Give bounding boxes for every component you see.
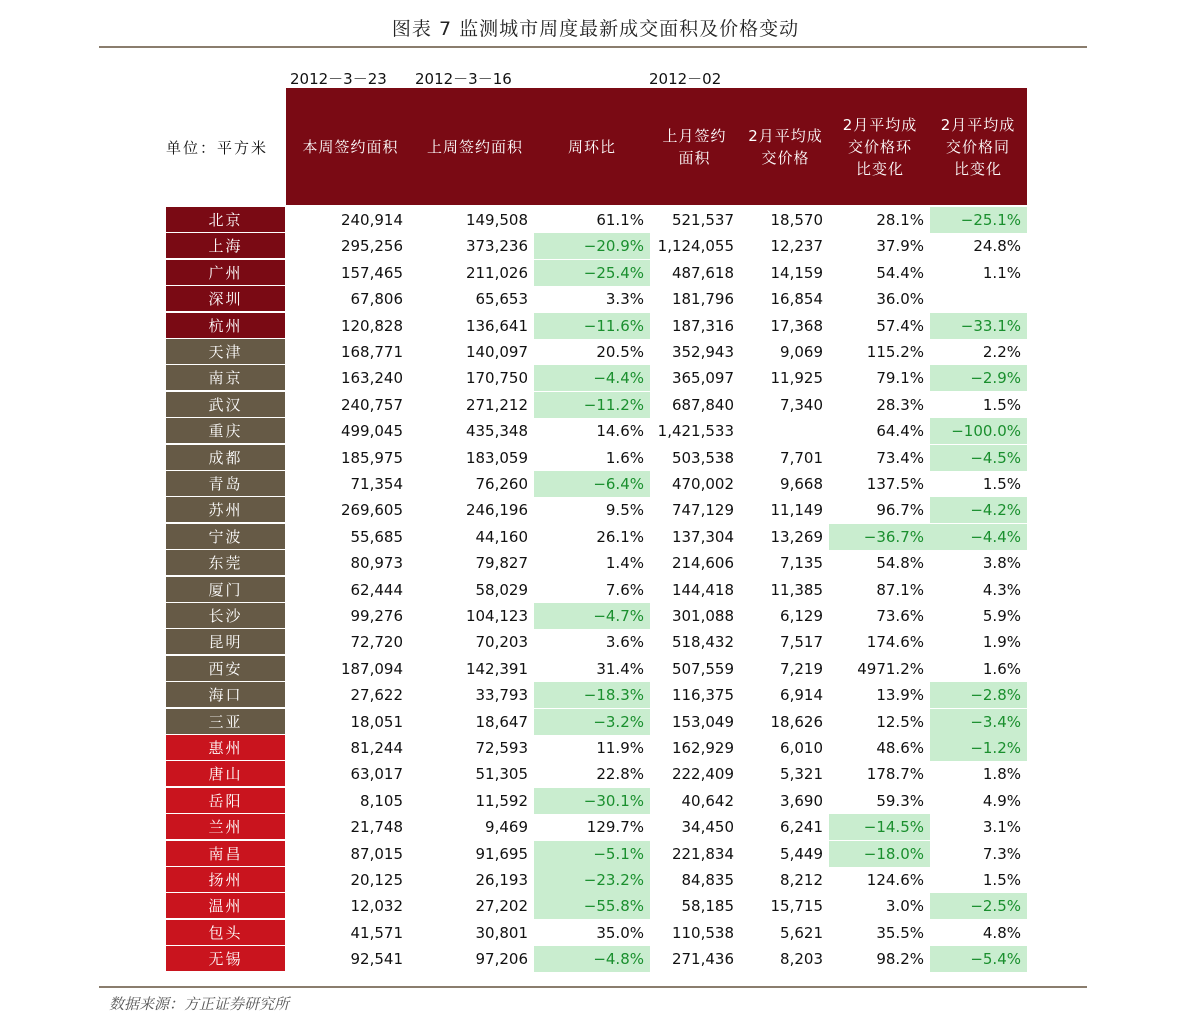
bottom-rule [99, 986, 1087, 988]
cell-this-week-area: 67,806 [350, 290, 403, 309]
cell-price-mom: −14.5% [829, 814, 930, 840]
cell-last-month-area: 487,618 [671, 263, 734, 282]
cell-avg-price: 6,010 [780, 739, 823, 757]
city-name: 成都 [166, 445, 285, 471]
cell-last-week-area: 183,059 [465, 448, 528, 467]
cell-last-week-area: 246,196 [465, 501, 528, 520]
cell-avg-price: 6,914 [780, 686, 823, 705]
cell-price-mom: 13.9% [876, 686, 924, 705]
cell-last-month-area: 271,436 [671, 950, 734, 969]
cell-price-mom: 54.8% [876, 554, 924, 573]
cell-price-mom: 37.9% [876, 237, 924, 256]
cell-avg-price: 9,668 [780, 475, 823, 493]
cell-avg-price [738, 418, 829, 444]
city-name: 西安 [166, 656, 285, 682]
city-name: 东莞 [166, 550, 285, 576]
cell-price-yoy: 4.8% [982, 923, 1021, 942]
cell-price-yoy: −2.8% [930, 682, 1027, 708]
cell-avg-price: 7,219 [780, 659, 823, 678]
cell-last-week-area: 97,206 [475, 950, 528, 969]
table-header [286, 88, 1027, 205]
cell-price-yoy: 24.8% [973, 237, 1021, 256]
cell-last-month-area: 518,432 [671, 633, 734, 652]
cell-week-change: −6.4% [534, 471, 650, 497]
cell-price-yoy: 3.8% [982, 554, 1021, 573]
cell-last-week-area: 140,097 [465, 343, 528, 361]
city-name: 惠州 [166, 735, 285, 761]
city-name: 唐山 [166, 761, 285, 787]
table-row [166, 550, 1027, 576]
cell-last-week-area: 30,801 [475, 923, 528, 942]
cell-this-week-area: 187,094 [340, 659, 403, 678]
cell-last-week-area: 27,202 [475, 897, 528, 916]
city-name: 三亚 [166, 709, 285, 735]
cell-week-change: −5.1% [534, 841, 650, 867]
city-name: 青岛 [166, 471, 285, 497]
cell-price-yoy: 1.6% [982, 659, 1021, 678]
cell-this-week-area: 21,748 [350, 818, 403, 837]
cell-avg-price: 9,069 [780, 343, 823, 361]
cell-price-yoy: −4.5% [930, 445, 1027, 471]
cell-week-change: −11.6% [534, 313, 650, 339]
cell-week-change: 1.6% [605, 448, 644, 467]
cell-price-yoy: 1.8% [982, 765, 1021, 784]
cell-price-yoy: 1.5% [982, 871, 1021, 889]
cell-avg-price: 13,269 [770, 527, 823, 546]
cell-this-week-area: 8,105 [360, 791, 403, 810]
cell-price-mom: 3.0% [885, 897, 924, 916]
cell-week-change: −3.2% [534, 709, 650, 735]
cell-price-mom: 115.2% [866, 343, 924, 361]
cell-week-change: 7.6% [605, 580, 644, 599]
cell-avg-price: 18,626 [770, 712, 823, 731]
cell-last-week-area: 149,508 [465, 211, 528, 229]
cell-price-mom: 137.5% [866, 475, 924, 493]
cell-this-week-area: 27,622 [350, 686, 403, 705]
cell-last-month-area: 181,796 [671, 290, 734, 309]
cell-last-month-area: 144,418 [671, 580, 734, 599]
cell-avg-price: 6,241 [780, 818, 823, 837]
cell-week-change: 3.3% [605, 290, 644, 309]
cell-last-month-area: 221,834 [671, 844, 734, 863]
cell-last-month-area: 162,929 [671, 739, 734, 757]
cell-avg-price: 7,135 [780, 554, 823, 573]
header-price-mom: 2月平均成 交价格环 比变化 [842, 115, 918, 178]
cell-last-month-area: 470,002 [671, 475, 734, 493]
cell-price-mom: 174.6% [866, 633, 924, 652]
cell-this-week-area: 81,244 [350, 739, 403, 757]
cell-last-month-area: 34,450 [681, 818, 734, 837]
cell-week-change: −4.8% [534, 946, 650, 972]
cell-price-yoy: −33.1% [930, 313, 1027, 339]
cell-last-month-area: 687,840 [671, 395, 734, 414]
city-name: 北京 [166, 207, 285, 233]
cell-avg-price: 5,321 [780, 765, 823, 784]
cell-last-month-area: 1,421,533 [657, 422, 734, 441]
cell-price-yoy: −100.0% [930, 418, 1027, 444]
cell-avg-price: 17,368 [770, 316, 823, 335]
table-row [166, 577, 1027, 603]
cell-price-mom: 73.4% [876, 448, 924, 467]
cell-week-change: 11.9% [596, 739, 644, 757]
cell-this-week-area: 168,771 [340, 343, 403, 361]
cell-last-month-area: 352,943 [671, 343, 734, 361]
cell-week-change: 26.1% [596, 527, 644, 546]
city-name: 扬州 [166, 867, 285, 893]
cell-price-mom: 28.1% [876, 211, 924, 229]
header-avg-price: 2月平均成 交价格 [748, 126, 823, 167]
cell-last-week-area: 211,026 [465, 263, 528, 282]
table-row [166, 471, 1027, 497]
city-name: 南昌 [166, 841, 285, 867]
cell-avg-price: 5,449 [780, 844, 823, 863]
cell-avg-price: 5,621 [780, 923, 823, 942]
cell-avg-price: 14,159 [770, 263, 823, 282]
date-label-month: 2012－02 [649, 70, 722, 88]
table-row [166, 207, 1027, 233]
table-row [166, 946, 1027, 972]
cell-last-month-area: 1,124,055 [657, 237, 734, 256]
cell-last-week-area: 70,203 [475, 633, 528, 652]
cell-avg-price: 7,701 [780, 448, 823, 467]
cell-last-week-area: 142,391 [465, 659, 528, 678]
table-row [166, 313, 1027, 339]
cell-this-week-area: 41,571 [350, 923, 403, 942]
cell-last-month-area: 153,049 [671, 712, 734, 731]
cell-week-change: −4.4% [534, 365, 650, 391]
cell-price-yoy: 1.5% [982, 395, 1021, 414]
cell-last-month-area: 116,375 [671, 686, 734, 705]
cell-last-month-area: 40,642 [681, 791, 734, 810]
table-row [166, 735, 1027, 761]
cell-avg-price: 15,715 [770, 897, 823, 916]
cell-price-yoy: −1.2% [930, 735, 1027, 761]
date-label-this-week: 2012－3－23 [290, 70, 387, 88]
city-name: 厦门 [166, 577, 285, 603]
table-row [166, 788, 1027, 814]
cell-this-week-area: 63,017 [350, 765, 403, 784]
cell-price-mom: 59.3% [876, 791, 924, 810]
cell-avg-price: 16,854 [770, 290, 823, 309]
cell-price-yoy: 7.3% [982, 844, 1021, 863]
table-row [166, 365, 1027, 391]
cell-last-week-area: 373,236 [465, 237, 528, 256]
city-name: 杭州 [166, 313, 285, 339]
cell-week-change: 129.7% [586, 818, 644, 837]
cell-price-mom: 57.4% [876, 316, 924, 335]
cell-week-change: −18.3% [534, 682, 650, 708]
cell-this-week-area: 18,051 [350, 712, 403, 731]
cell-week-change: 61.1% [596, 211, 644, 229]
cell-last-week-area: 51,305 [475, 765, 528, 784]
source-note: 数据来源：方正证券研究所 [109, 995, 290, 1013]
cell-price-mom: 64.4% [876, 422, 924, 441]
cell-last-week-area: 58,029 [475, 580, 528, 599]
cell-last-month-area: 503,538 [671, 448, 734, 467]
cell-avg-price: 11,385 [770, 580, 823, 599]
cell-last-month-area: 301,088 [671, 607, 734, 625]
cell-price-mom: 54.4% [876, 263, 924, 282]
table-row [166, 286, 1027, 312]
table-row [166, 841, 1027, 867]
cell-last-month-area: 365,097 [671, 369, 734, 388]
cell-this-week-area: 295,256 [340, 237, 403, 256]
city-name: 天津 [166, 339, 285, 365]
cell-last-week-area: 91,695 [475, 844, 528, 863]
city-name: 上海 [166, 233, 285, 259]
cell-price-mom: 4971.2% [857, 659, 924, 678]
cell-avg-price: 12,237 [770, 237, 823, 256]
cell-week-change: 1.4% [605, 554, 644, 573]
city-name: 宁波 [166, 524, 285, 550]
cell-last-week-area: 44,160 [475, 527, 528, 546]
cell-price-mom: 28.3% [876, 395, 924, 414]
city-name: 包头 [166, 920, 285, 946]
table-row [166, 418, 1027, 444]
cell-last-week-area: 76,260 [475, 475, 528, 493]
cell-this-week-area: 80,973 [350, 554, 403, 573]
cell-this-week-area: 99,276 [350, 607, 403, 625]
cell-last-week-area: 11,592 [475, 791, 528, 810]
table-row [166, 656, 1027, 682]
cell-this-week-area: 87,015 [350, 844, 403, 863]
cell-price-mom: 12.5% [876, 712, 924, 731]
header-this-week-area: 本周签约面积 [302, 137, 399, 156]
cell-week-change: −4.7% [534, 603, 650, 629]
cell-last-month-area: 521,537 [671, 211, 734, 229]
cell-last-month-area: 222,409 [671, 765, 734, 784]
cell-price-yoy: −25.1% [930, 207, 1027, 233]
city-name: 无锡 [166, 946, 285, 972]
cell-week-change: −23.2% [534, 867, 650, 893]
cell-this-week-area: 157,465 [340, 263, 403, 282]
cell-this-week-area: 72,720 [350, 633, 403, 652]
cell-price-yoy: 1.9% [982, 633, 1021, 652]
unit-label: 单位：平方米 [166, 139, 269, 157]
cell-this-week-area: 20,125 [350, 871, 403, 889]
cell-last-week-area: 26,193 [475, 871, 528, 889]
cell-this-week-area: 92,541 [350, 950, 403, 969]
header-price-yoy: 2月平均成 交价格同 比变化 [940, 115, 1016, 178]
cell-week-change: −30.1% [534, 788, 650, 814]
table-row [166, 603, 1027, 629]
cell-week-change: −25.4% [534, 260, 650, 286]
cell-price-mom: 36.0% [876, 290, 924, 309]
cell-last-month-area: 214,606 [671, 554, 734, 573]
city-name: 武汉 [166, 392, 285, 418]
cell-last-week-area: 79,827 [475, 554, 528, 573]
table-row [166, 260, 1027, 286]
cell-price-yoy: −4.4% [930, 524, 1027, 550]
cell-last-week-area: 33,793 [475, 686, 528, 705]
date-label-last-week: 2012－3－16 [415, 70, 512, 88]
cell-price-mom: 73.6% [876, 607, 924, 625]
cell-last-week-area: 271,212 [465, 395, 528, 414]
cell-week-change: 35.0% [596, 923, 644, 942]
table-row [166, 893, 1027, 919]
cell-price-yoy: 5.9% [982, 607, 1021, 625]
cell-this-week-area: 71,354 [350, 475, 403, 493]
cell-week-change: 3.6% [605, 633, 644, 652]
cell-last-week-area: 9,469 [485, 818, 528, 837]
cell-avg-price: 11,149 [770, 501, 823, 520]
cell-this-week-area: 163,240 [340, 369, 403, 388]
cell-this-week-area: 185,975 [340, 448, 403, 467]
city-name: 广州 [166, 260, 285, 286]
cell-price-yoy: 4.3% [982, 580, 1021, 599]
cell-avg-price: 8,212 [780, 871, 823, 889]
table-row [166, 867, 1027, 893]
cell-price-mom: 79.1% [876, 369, 924, 388]
city-name: 深圳 [166, 286, 285, 312]
cell-last-week-area: 65,653 [475, 290, 528, 309]
cell-last-week-area: 72,593 [475, 739, 528, 757]
table-row [166, 497, 1027, 523]
city-name: 兰州 [166, 814, 285, 840]
cell-last-week-area: 104,123 [465, 607, 528, 625]
table-row [166, 682, 1027, 708]
cell-week-change: −55.8% [534, 893, 650, 919]
cell-last-week-area: 18,647 [475, 712, 528, 731]
cell-avg-price: 8,203 [780, 950, 823, 969]
cell-price-yoy [930, 286, 1027, 312]
cell-price-mom: 48.6% [876, 739, 924, 757]
cell-avg-price: 7,340 [780, 395, 823, 414]
table-row [166, 392, 1027, 418]
cell-week-change: 31.4% [596, 659, 644, 678]
cell-price-yoy: 4.9% [982, 791, 1021, 810]
header-last-week-area: 上周签约面积 [426, 137, 523, 156]
cell-price-mom: −36.7% [829, 524, 930, 550]
table-row [166, 524, 1027, 550]
cell-this-week-area: 499,045 [340, 422, 403, 441]
cell-last-month-area: 507,559 [671, 659, 734, 678]
cell-price-yoy: −2.5% [930, 893, 1027, 919]
cell-avg-price: 6,129 [780, 607, 823, 625]
cell-last-month-area: 187,316 [671, 316, 734, 335]
table-row [166, 445, 1027, 471]
cell-last-week-area: 170,750 [465, 369, 528, 388]
header-week-change: 周环比 [567, 137, 616, 156]
cell-avg-price: 11,925 [770, 369, 823, 388]
cell-price-mom: 124.6% [866, 871, 924, 889]
city-name: 昆明 [166, 629, 285, 655]
header-last-month-area: 上月签约 面积 [662, 126, 727, 167]
table-row [166, 233, 1027, 259]
cell-week-change: −20.9% [534, 233, 650, 259]
cell-this-week-area: 240,914 [340, 211, 403, 229]
figure-title: 图表 7 监测城市周度最新成交面积及价格变动 [391, 18, 800, 40]
table-row [166, 709, 1027, 735]
cell-week-change: 22.8% [596, 765, 644, 784]
cell-price-mom: 178.7% [866, 765, 924, 784]
cell-last-month-area: 84,835 [681, 871, 734, 889]
cell-price-mom: 98.2% [876, 950, 924, 969]
cell-price-yoy: −4.2% [930, 497, 1027, 523]
cell-week-change: 14.6% [596, 422, 644, 441]
cell-avg-price: 3,690 [780, 791, 823, 810]
cell-this-week-area: 240,757 [340, 395, 403, 414]
city-name: 岳阳 [166, 788, 285, 814]
cell-last-month-area: 110,538 [671, 923, 734, 942]
city-name: 温州 [166, 893, 285, 919]
top-rule [99, 46, 1087, 48]
cell-this-week-area: 55,685 [350, 527, 403, 546]
cell-last-week-area: 435,348 [465, 422, 528, 441]
cell-price-yoy: 3.1% [982, 818, 1021, 837]
table-row [166, 629, 1027, 655]
cell-this-week-area: 120,828 [340, 316, 403, 335]
cell-price-yoy: 2.2% [982, 343, 1021, 361]
table-row [166, 920, 1027, 946]
table-row [166, 339, 1027, 365]
city-name: 重庆 [166, 418, 285, 444]
cell-this-week-area: 12,032 [350, 897, 403, 916]
cell-last-month-area: 58,185 [681, 897, 734, 916]
cell-avg-price: 7,517 [780, 633, 823, 652]
cell-price-mom: −18.0% [829, 841, 930, 867]
cell-last-month-area: 137,304 [671, 527, 734, 546]
cell-this-week-area: 269,605 [340, 501, 403, 520]
cell-week-change: 20.5% [596, 343, 644, 361]
city-name: 海口 [166, 682, 285, 708]
cell-last-week-area: 136,641 [465, 316, 528, 335]
city-name: 南京 [166, 365, 285, 391]
table-row [166, 761, 1027, 787]
cell-week-change: 9.5% [605, 501, 644, 520]
city-name: 苏州 [166, 497, 285, 523]
cell-avg-price: 18,570 [770, 211, 823, 229]
cell-price-yoy: −2.9% [930, 365, 1027, 391]
cell-price-yoy: 1.1% [982, 263, 1021, 282]
table-row [166, 814, 1027, 840]
cell-this-week-area: 62,444 [350, 580, 403, 599]
cell-week-change: −11.2% [534, 392, 650, 418]
city-name: 长沙 [166, 603, 285, 629]
cell-price-mom: 35.5% [876, 923, 924, 942]
cell-last-month-area: 747,129 [671, 501, 734, 520]
cell-price-yoy: −3.4% [930, 709, 1027, 735]
cell-price-yoy: 1.5% [982, 475, 1021, 493]
cell-price-yoy: −5.4% [930, 946, 1027, 972]
cell-price-mom: 96.7% [876, 501, 924, 520]
cell-price-mom: 87.1% [876, 580, 924, 599]
